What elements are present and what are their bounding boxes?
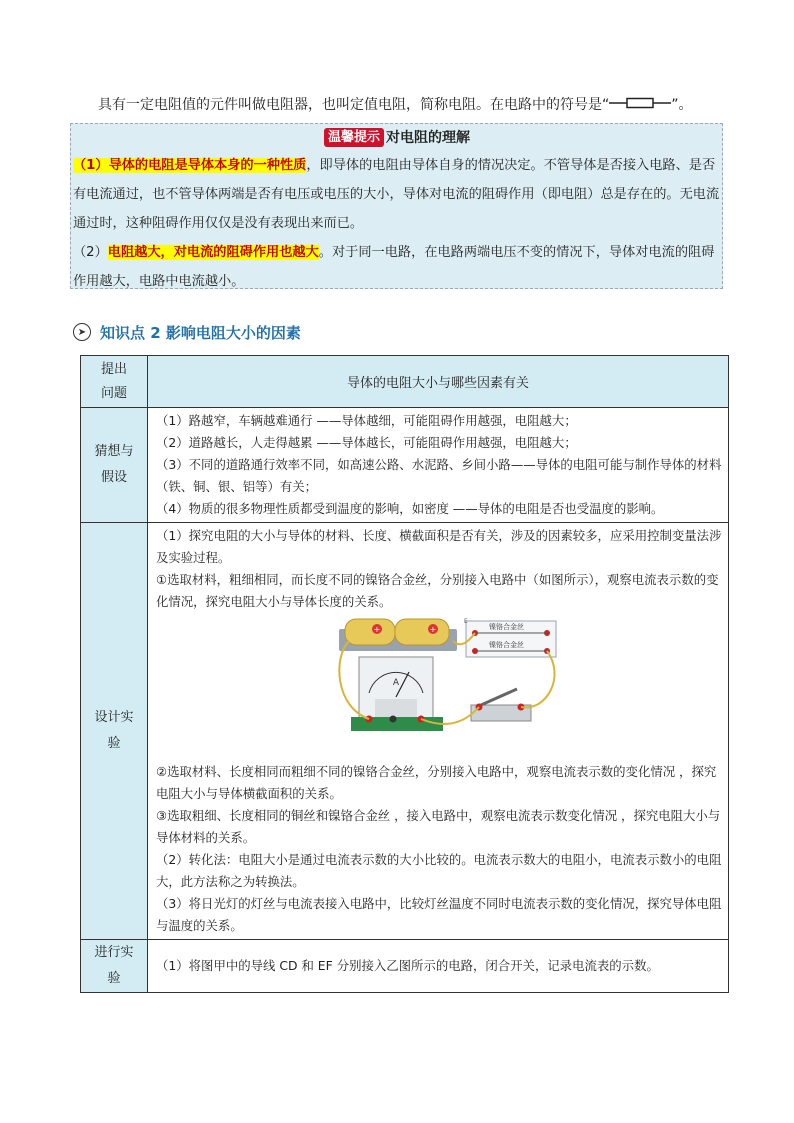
tip-box <box>70 123 723 289</box>
wire-end-label: E <box>464 618 468 625</box>
row-label-design: 设计实 验 <box>81 523 148 940</box>
table-row-design <box>81 523 729 940</box>
row-content-hypothesis <box>148 408 729 523</box>
design-line: ③选取粗细、长度相同的铜丝和镍铬合金丝 ，接入电路中，观察电流表示数变化情况 ，探究电阻大小与导体材料的关系。 <box>156 808 721 845</box>
tip-badge: 温馨提示 <box>324 128 384 147</box>
table-row-hypothesis <box>81 408 729 523</box>
row-content-perform <box>148 940 729 993</box>
hypothesis-lines <box>148 408 728 522</box>
perform-text: （1）将图甲中的导线 CD 和 EF 分别接入乙图所示的电路，闭合开关，记录电流表的示数。 <box>156 958 659 973</box>
row-label-perform: 进行实 验 <box>81 940 148 993</box>
table-row-perform <box>81 940 729 993</box>
tip-p2-num: （2） <box>73 245 108 260</box>
tip-p1-num: （1） <box>73 158 109 173</box>
intro-text-before: 具有一定电阻值的元件叫做电阻器，也叫定值电阻，简称电阻。在电路中的符号是“ <box>98 97 610 113</box>
svg-text:+: + <box>429 625 437 634</box>
design-line: （2）转化法：电阻大小是通过电流表示数的大小比较的。电流表示数大的电阻小，电流表示数小的电阻大，此方法称之为转换法。 <box>156 852 722 889</box>
wire2-label: 镍铬合金丝 <box>489 641 524 649</box>
inquiry-table <box>80 355 729 993</box>
intro-line <box>98 94 693 116</box>
design-lines-after <box>156 761 722 937</box>
tip-title: 对电阻的理解 <box>386 130 471 146</box>
circuit-figure <box>331 617 561 757</box>
hypothesis-line: （4）物质的很多物理性质都受到温度的影响，如密度 ——导体的电阻是否也受温度的影响。 <box>156 501 664 516</box>
tip-text <box>73 151 723 296</box>
tip-paragraph-1 <box>73 151 723 238</box>
tip-p1-highlight: 导体的电阻是导体本身的一种性质 <box>108 158 307 173</box>
row-label-hypothesis: 猜想与 假设 <box>81 408 148 523</box>
knife-switch <box>471 689 531 721</box>
tip-p1-rest: ，即导体的电阻由导体自身的情况决定。不管导体是否接入电路、是否有电流通过，也不管导体两端是否有电压或电压的大小，导体对电流的阻碍作用（即电阻）总是存在的。无电流通过时，这种阻碍作用仅仅是没有表现出来而已。 <box>73 158 720 231</box>
hypothesis-line: （2）道路越长，人走得越累 ——导体越长，可能阻碍作用越强，电阻越大； <box>156 435 577 450</box>
wire1-label: 镍铬合金丝 <box>489 623 524 631</box>
tip-p2-rest: 。对于同一电路，在电路两端电压不变的情况下，导体对电流的阻碍作用越大，电路中电流越小。 <box>73 245 715 289</box>
hypothesis-line: （3）不同的道路通行效率不同，如高速公路、水泥路、乡间小路——导体的电阻可能与制作导体的材料（铁、铜、银、铝等）有关； <box>156 457 722 494</box>
design-line: ①选取材料，粗细相同，而长度不同的镍铬合金丝，分别接入电路中（如图所示），观察电流表示数的变化情况，探究电阻大小与导体长度的关系。 <box>156 572 719 609</box>
row-label-question: 提出 问题 <box>81 356 148 408</box>
battery-holder <box>339 619 457 651</box>
intro-text-after: ”。 <box>671 97 693 113</box>
wire-board <box>464 618 556 657</box>
tip-paragraph-2 <box>73 238 723 296</box>
knowledge-point-title: 知识点 2 影响电阻大小的因素 <box>100 323 301 342</box>
ammeter <box>351 657 443 731</box>
tip-p2-highlight: 电阻越大，对电流的阻碍作用也越大 <box>107 245 319 260</box>
row-content-design <box>148 523 729 940</box>
design-line: ②选取材料、长度相同而粗细不同的镍铬合金丝，分别接入电路中，观察电流表示数的变化情况 ，探究电阻大小与导体横截面积的关系。 <box>156 764 717 801</box>
knowledge-point-heading <box>73 320 301 344</box>
table-row-question <box>81 356 729 408</box>
design-line: （3）将日光灯的灯丝与电流表接入电路中，比较灯丝温度不同时电流表示数的变化情况，探究导体电阻与温度的关系。 <box>156 896 722 933</box>
design-lines-before <box>156 525 722 613</box>
ammeter-label: A <box>392 678 400 688</box>
row-content-question: 导体的电阻大小与哪些因素有关 <box>148 356 729 408</box>
chevron-right-icon: ➤ <box>73 323 91 341</box>
svg-text:+: + <box>373 625 381 634</box>
tip-header <box>324 127 470 147</box>
design-line: （1）探究电阻的大小与导体的材料、长度、横截面积是否有关，涉及的因素较多，应采用控制变量法涉及实验过程。 <box>156 528 722 565</box>
hypothesis-line: （1）路越窄，车辆越难通行 ——导体越细，可能阻碍作用越强，电阻越大； <box>156 413 577 428</box>
resistor-symbol-icon <box>609 94 671 116</box>
